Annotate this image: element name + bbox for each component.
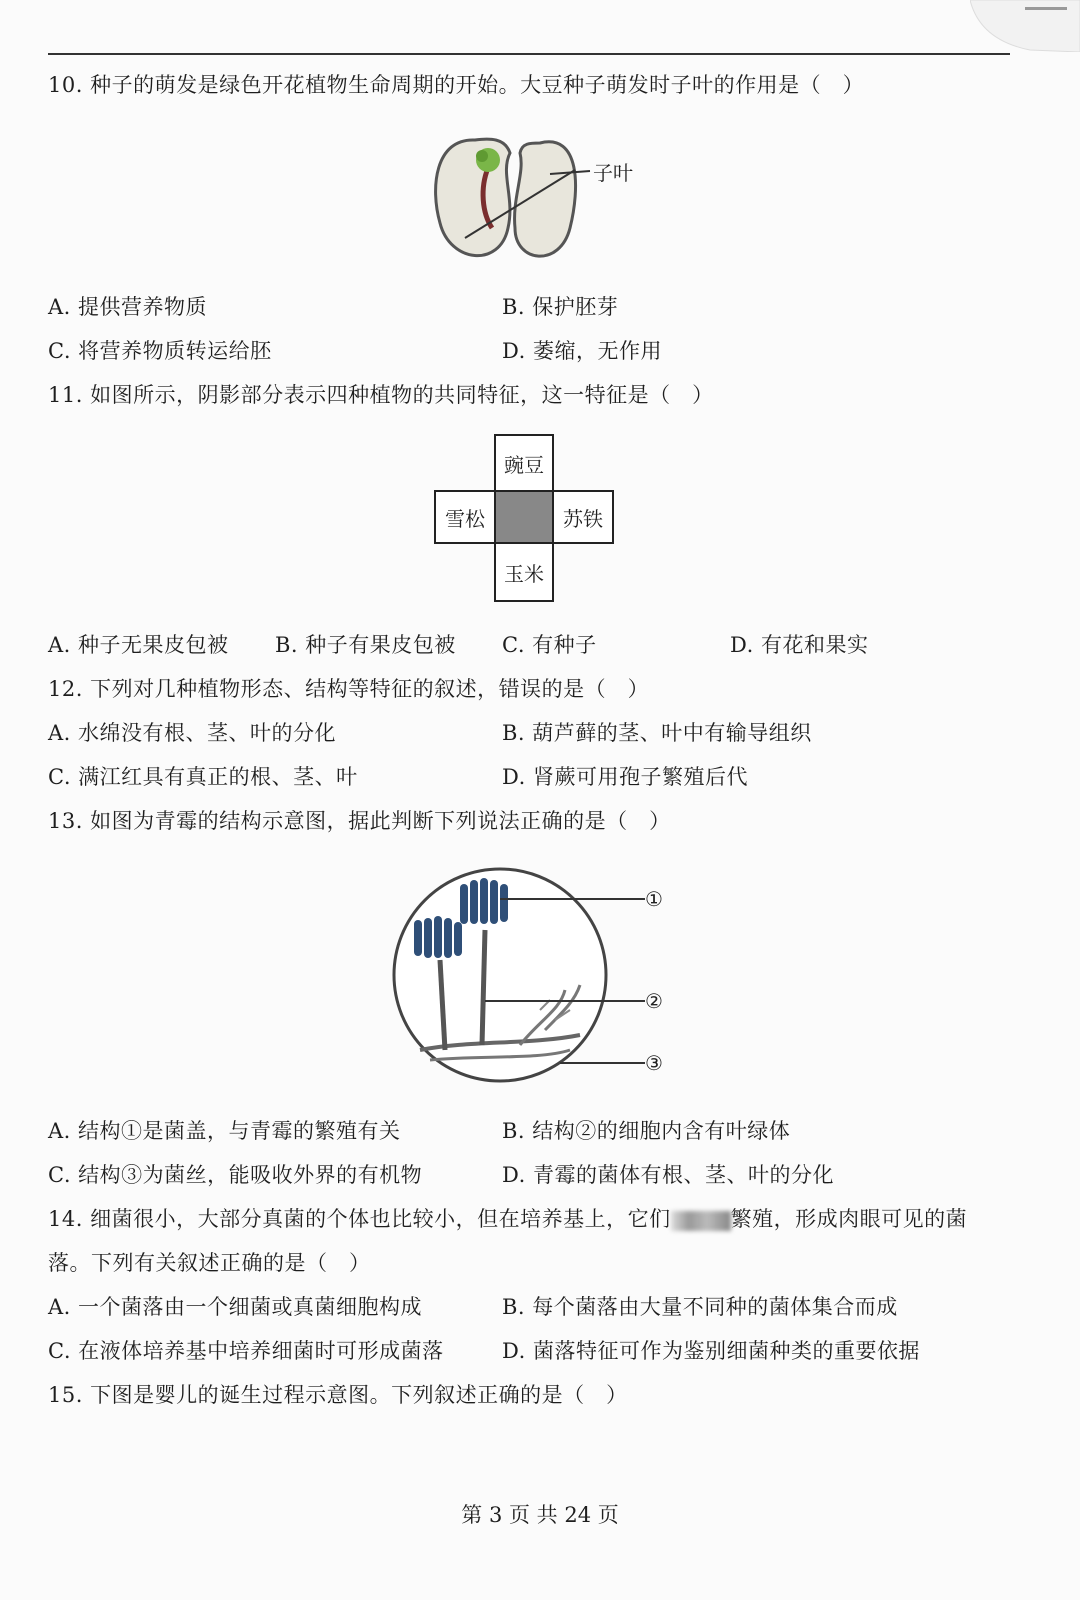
shaded-intersection [494,490,554,544]
q13-option-d: D. 青霉的菌体有根、茎、叶的分化 [502,1163,834,1187]
q14-option-d: D. 菌落特征可作为鉴别细菌种类的重要依据 [502,1339,920,1363]
label-2: ② [645,989,663,1013]
q11-option-a: A. 种子无果皮包被 [48,633,229,657]
q13-option-b: B. 结构②的细胞内含有叶绿体 [502,1119,791,1143]
q12-option-a: A. 水绵没有根、茎、叶的分化 [48,721,337,745]
box-corn: 玉米 [494,542,554,602]
header-rule [48,53,1010,55]
q13-stem: 13. 如图为青霉的结构示意图，据此判断下列说法正确的是（ ） [48,809,671,833]
blurred-text [671,1211,731,1231]
menu-icon[interactable] [970,0,1080,52]
soybean-seed-figure [430,128,650,268]
label-1: ① [645,887,663,911]
q12-option-b: B. 葫芦藓的茎、叶中有输导组织 [502,721,812,745]
q13-option-a: A. 结构①是菌盖，与青霉的繁殖有关 [48,1119,401,1143]
q12-option-d: D. 肾蕨可用孢子繁殖后代 [502,765,748,789]
q11-option-d: D. 有花和果实 [730,633,869,657]
q12-option-c: C. 满江红具有真正的根、茎、叶 [48,765,358,789]
q11-stem: 11. 如图所示，阴影部分表示四种植物的共同特征，这一特征是（ ） [48,383,714,407]
q10-option-a: A. 提供营养物质 [48,295,208,319]
box-cedar: 雪松 [434,490,496,544]
label-3: ③ [645,1051,663,1075]
q10-option-d: D. 萎缩，无作用 [502,339,662,363]
q14-option-a: A. 一个菌落由一个细菌或真菌细胞构成 [48,1295,423,1319]
q11-option-c: C. 有种子 [502,633,597,657]
q15-stem: 15. 下图是婴儿的诞生过程示意图。下列叙述正确的是（ ） [48,1383,628,1407]
q11-option-b: B. 种子有果皮包被 [275,633,456,657]
q10-option-b: B. 保护胚芽 [502,295,619,319]
q14-option-c: C. 在液体培养基中培养细菌时可形成菌落 [48,1339,444,1363]
penicillium-figure [390,860,680,1092]
q13-option-c: C. 结构③为菌丝，能吸收外界的有机物 [48,1163,423,1187]
q14-stem-line2: 落。下列有关叙述正确的是（ ） [48,1251,371,1275]
q12-stem: 12. 下列对几种植物形态、结构等特征的叙述，错误的是（ ） [48,677,650,701]
cotyledon-label: 子叶 [593,161,633,185]
box-pea: 豌豆 [494,434,554,492]
box-cycad: 苏铁 [552,490,614,544]
q14-stem-part1: 14. 细菌很小，大部分真菌的个体也比较小，但在培养基上，它们 [48,1207,671,1231]
q10-option-c: C. 将营养物质转运给胚 [48,339,272,363]
q14-option-b: B. 每个菌落由大量不同种的菌体集合而成 [502,1295,898,1319]
q14-stem-part2: 繁殖，形成肉眼可见的菌 [730,1207,968,1231]
q10-stem: 10. 种子的萌发是绿色开花植物生命周期的开始。大豆种子萌发时子叶的作用是（ ） [48,73,865,97]
q14-stem-line1 [48,1204,967,1234]
page-footer: 第 3 页 共 24 页 [461,1503,619,1527]
